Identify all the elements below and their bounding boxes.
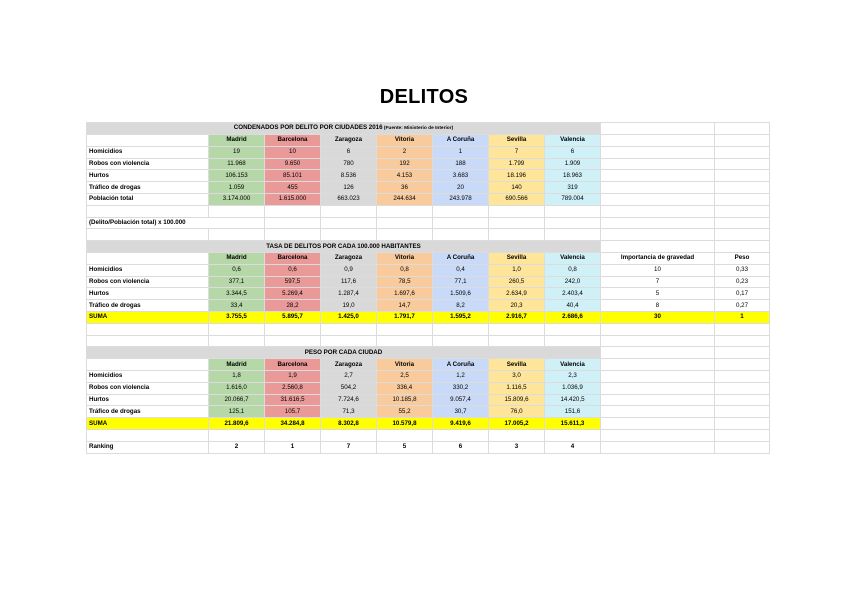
extra-cell[interactable]: 7: [601, 276, 715, 288]
section-title[interactable]: [87, 347, 601, 359]
value-cell[interactable]: 20: [433, 182, 489, 194]
value-cell[interactable]: 78,5: [377, 276, 433, 288]
ranking-label[interactable]: Ranking: [87, 441, 209, 453]
value-cell[interactable]: 2.634,9: [489, 288, 545, 300]
empty-cell[interactable]: [265, 229, 321, 241]
formula-row: [87, 217, 770, 229]
row-label[interactable]: SUMA: [87, 311, 209, 323]
value-cell[interactable]: 663.023: [321, 193, 377, 205]
empty-cell[interactable]: [715, 229, 770, 241]
empty-cell[interactable]: [715, 123, 770, 135]
ranking-value[interactable]: 3: [489, 441, 545, 453]
value-cell[interactable]: 8.536: [321, 170, 377, 182]
value-cell[interactable]: 0,9: [321, 264, 377, 276]
value-cell[interactable]: 319: [545, 182, 601, 194]
value-cell[interactable]: 20,3: [489, 300, 545, 312]
value-cell[interactable]: 9.057,4: [433, 394, 489, 406]
empty-cell[interactable]: [601, 347, 715, 359]
section-title-text: PESO POR CADA CIUDAD: [304, 348, 383, 356]
empty-cell[interactable]: [601, 158, 715, 170]
empty-cell[interactable]: [265, 335, 321, 347]
extra-cell[interactable]: 8: [601, 300, 715, 312]
empty-cell[interactable]: [601, 146, 715, 158]
value-cell[interactable]: 455: [265, 182, 321, 194]
empty-cell[interactable]: [601, 406, 715, 418]
empty-cell[interactable]: [87, 229, 209, 241]
value-cell[interactable]: 30,7: [433, 406, 489, 418]
empty-cell[interactable]: [489, 205, 545, 217]
ranking-value[interactable]: 7: [321, 441, 377, 453]
ranking-value[interactable]: 4: [545, 441, 601, 453]
value-cell[interactable]: 14.420,5: [545, 394, 601, 406]
value-cell[interactable]: 1.909: [545, 158, 601, 170]
empty-cell[interactable]: [87, 252, 209, 264]
empty-cell[interactable]: [489, 335, 545, 347]
city-header[interactable]: Madrid: [209, 252, 265, 264]
data-row: [87, 264, 770, 276]
extra-cell[interactable]: 10: [601, 264, 715, 276]
extra-cell[interactable]: 0,23: [715, 276, 770, 288]
empty-cell[interactable]: [545, 229, 601, 241]
value-cell[interactable]: 1: [433, 146, 489, 158]
value-cell[interactable]: 10.579,8: [377, 418, 433, 430]
value-cell[interactable]: 151,6: [545, 406, 601, 418]
value-cell[interactable]: 2,7: [321, 370, 377, 382]
value-cell[interactable]: 21.809,6: [209, 418, 265, 430]
data-row: [87, 193, 770, 205]
value-cell[interactable]: 55,2: [377, 406, 433, 418]
value-cell[interactable]: 6: [545, 146, 601, 158]
value-cell[interactable]: 34.284,8: [265, 418, 321, 430]
empty-cell[interactable]: [601, 205, 715, 217]
empty-cell[interactable]: [433, 429, 489, 441]
value-cell[interactable]: 6: [321, 146, 377, 158]
city-header[interactable]: A Coruña: [433, 135, 489, 147]
row-label[interactable]: Hurtos: [87, 288, 209, 300]
empty-row: [87, 229, 770, 241]
empty-cell[interactable]: [715, 170, 770, 182]
extra-cell[interactable]: 5: [601, 288, 715, 300]
value-cell[interactable]: 1.791,7: [377, 311, 433, 323]
section-title-row: [87, 241, 770, 253]
city-header[interactable]: Vitoria: [377, 252, 433, 264]
empty-cell[interactable]: [601, 382, 715, 394]
value-cell[interactable]: 0,6: [265, 264, 321, 276]
value-cell[interactable]: 106.153: [209, 170, 265, 182]
value-cell[interactable]: 597,5: [265, 276, 321, 288]
value-cell[interactable]: 20.066,7: [209, 394, 265, 406]
value-cell[interactable]: 15.611,3: [545, 418, 601, 430]
empty-cell[interactable]: [715, 323, 770, 335]
empty-cell[interactable]: [377, 229, 433, 241]
empty-cell[interactable]: [321, 217, 377, 229]
value-cell[interactable]: 14,7: [377, 300, 433, 312]
value-cell[interactable]: 36: [377, 182, 433, 194]
value-cell[interactable]: 28,2: [265, 300, 321, 312]
value-cell[interactable]: 1,0: [489, 264, 545, 276]
empty-cell[interactable]: [489, 217, 545, 229]
empty-row: [87, 205, 770, 217]
ranking-value[interactable]: 2: [209, 441, 265, 453]
section-title-text: CONDENADOS POR DELITO POR CIUDADES 2016: [233, 124, 383, 131]
value-cell[interactable]: 17.005,2: [489, 418, 545, 430]
value-cell[interactable]: 9.650: [265, 158, 321, 170]
empty-cell[interactable]: [601, 418, 715, 430]
city-header[interactable]: Barcelona: [265, 359, 321, 371]
empty-cell[interactable]: [87, 335, 209, 347]
value-cell[interactable]: 1.036,9: [545, 382, 601, 394]
empty-cell[interactable]: [715, 429, 770, 441]
empty-cell[interactable]: [601, 370, 715, 382]
empty-cell[interactable]: [489, 429, 545, 441]
empty-cell[interactable]: [715, 217, 770, 229]
city-header-row: [87, 252, 770, 264]
empty-cell[interactable]: [433, 323, 489, 335]
row-label[interactable]: Homicidios: [87, 370, 209, 382]
value-cell[interactable]: 2,5: [377, 370, 433, 382]
city-header[interactable]: Zaragoza: [321, 252, 377, 264]
value-cell[interactable]: 5.269,4: [265, 288, 321, 300]
row-label[interactable]: Tráfico de drogas: [87, 300, 209, 312]
empty-cell[interactable]: [321, 429, 377, 441]
empty-cell[interactable]: [209, 335, 265, 347]
value-cell[interactable]: 1,2: [433, 370, 489, 382]
empty-cell[interactable]: [715, 347, 770, 359]
section-title-text: TASA DE DELITOS POR CADA 100.000 HABITANTES: [266, 242, 421, 250]
extra-cell[interactable]: 1: [715, 311, 770, 323]
empty-cell[interactable]: [601, 123, 715, 135]
empty-cell[interactable]: [601, 323, 715, 335]
value-cell[interactable]: 4.153: [377, 170, 433, 182]
data-row: [87, 300, 770, 312]
data-row: [87, 276, 770, 288]
empty-cell[interactable]: [433, 335, 489, 347]
sum-row: [87, 418, 770, 430]
city-header[interactable]: Valencia: [545, 135, 601, 147]
empty-cell[interactable]: [715, 382, 770, 394]
data-row: [87, 370, 770, 382]
extra-header[interactable]: Importancia de gravedad: [601, 252, 715, 264]
extra-cell[interactable]: 0,27: [715, 300, 770, 312]
city-header[interactable]: Vitoria: [377, 359, 433, 371]
empty-cell[interactable]: [715, 394, 770, 406]
city-header[interactable]: A Coruña: [433, 359, 489, 371]
ranking-value[interactable]: 5: [377, 441, 433, 453]
sum-row: [87, 311, 770, 323]
empty-cell[interactable]: [545, 217, 601, 229]
value-cell[interactable]: 3.344,5: [209, 288, 265, 300]
empty-cell[interactable]: [377, 323, 433, 335]
value-cell[interactable]: 126: [321, 182, 377, 194]
empty-cell[interactable]: [209, 205, 265, 217]
empty-cell[interactable]: [601, 193, 715, 205]
empty-cell[interactable]: [209, 323, 265, 335]
city-header[interactable]: Vitoria: [377, 135, 433, 147]
value-cell[interactable]: 2: [377, 146, 433, 158]
data-row: [87, 182, 770, 194]
value-cell[interactable]: 2,3: [545, 370, 601, 382]
section-title-row: [87, 123, 770, 135]
value-cell[interactable]: 504,2: [321, 382, 377, 394]
empty-cell[interactable]: [87, 323, 209, 335]
value-cell[interactable]: 2.403,4: [545, 288, 601, 300]
empty-cell[interactable]: [715, 418, 770, 430]
value-cell[interactable]: 1.615.000: [265, 193, 321, 205]
value-cell[interactable]: 260,5: [489, 276, 545, 288]
data-row: [87, 382, 770, 394]
empty-cell[interactable]: [321, 229, 377, 241]
row-label[interactable]: Hurtos: [87, 394, 209, 406]
value-cell[interactable]: 40,4: [545, 300, 601, 312]
value-cell[interactable]: 1.116,5: [489, 382, 545, 394]
empty-cell[interactable]: [87, 429, 209, 441]
value-cell[interactable]: 19,0: [321, 300, 377, 312]
data-row: [87, 170, 770, 182]
section-title[interactable]: [87, 241, 601, 253]
empty-cell[interactable]: [489, 229, 545, 241]
empty-cell[interactable]: [601, 359, 715, 371]
value-cell[interactable]: 77,1: [433, 276, 489, 288]
value-cell[interactable]: 1.697,6: [377, 288, 433, 300]
empty-cell[interactable]: [545, 323, 601, 335]
empty-cell[interactable]: [433, 229, 489, 241]
city-header[interactable]: Barcelona: [265, 252, 321, 264]
value-cell[interactable]: 85.101: [265, 170, 321, 182]
value-cell[interactable]: 71,3: [321, 406, 377, 418]
value-cell[interactable]: 1.425,0: [321, 311, 377, 323]
value-cell[interactable]: 117,6: [321, 276, 377, 288]
value-cell[interactable]: 0,8: [377, 264, 433, 276]
empty-cell[interactable]: [715, 370, 770, 382]
page-title: DELITOS: [379, 86, 469, 108]
value-cell[interactable]: 18.963: [545, 170, 601, 182]
city-header[interactable]: Valencia: [545, 359, 601, 371]
city-header[interactable]: Valencia: [545, 252, 601, 264]
value-cell[interactable]: 1.616,0: [209, 382, 265, 394]
ranking-row: [87, 441, 770, 453]
empty-cell[interactable]: [265, 205, 321, 217]
value-cell[interactable]: 690.566: [489, 193, 545, 205]
row-label[interactable]: SUMA: [87, 418, 209, 430]
value-cell[interactable]: 18.196: [489, 170, 545, 182]
extra-cell[interactable]: 0,33: [715, 264, 770, 276]
value-cell[interactable]: 192: [377, 158, 433, 170]
empty-cell[interactable]: [601, 394, 715, 406]
row-label[interactable]: Robos con violencia: [87, 276, 209, 288]
value-cell[interactable]: 1,8: [209, 370, 265, 382]
empty-cell[interactable]: [715, 406, 770, 418]
empty-cell[interactable]: [545, 429, 601, 441]
empty-cell[interactable]: [601, 182, 715, 194]
city-header[interactable]: A Coruña: [433, 252, 489, 264]
empty-row: [87, 429, 770, 441]
ranking-value[interactable]: 6: [433, 441, 489, 453]
row-label[interactable]: Tráfico de drogas: [87, 182, 209, 194]
value-cell[interactable]: 1,9: [265, 370, 321, 382]
empty-cell[interactable]: [601, 217, 715, 229]
empty-cell[interactable]: [601, 441, 715, 453]
empty-cell[interactable]: [209, 229, 265, 241]
value-cell[interactable]: 3.174.000: [209, 193, 265, 205]
value-cell[interactable]: 15.809,6: [489, 394, 545, 406]
empty-cell[interactable]: [545, 205, 601, 217]
city-header-row: [87, 135, 770, 147]
empty-cell[interactable]: [265, 429, 321, 441]
empty-cell[interactable]: [265, 323, 321, 335]
data-row: [87, 394, 770, 406]
value-cell[interactable]: 330,2: [433, 382, 489, 394]
empty-cell[interactable]: [265, 217, 321, 229]
value-cell[interactable]: 1.799: [489, 158, 545, 170]
empty-cell[interactable]: [601, 170, 715, 182]
value-cell[interactable]: 9.419,6: [433, 418, 489, 430]
value-cell[interactable]: 10: [265, 146, 321, 158]
row-label[interactable]: Homicidios: [87, 264, 209, 276]
data-row: [87, 158, 770, 170]
city-header[interactable]: Sevilla: [489, 252, 545, 264]
section-title[interactable]: [87, 123, 601, 135]
row-label[interactable]: Robos con violencia: [87, 382, 209, 394]
empty-cell[interactable]: [715, 193, 770, 205]
crime-spreadsheet: [86, 122, 770, 454]
value-cell[interactable]: 7: [489, 146, 545, 158]
value-cell[interactable]: 5.895,7: [265, 311, 321, 323]
empty-cell[interactable]: [489, 323, 545, 335]
value-cell[interactable]: 8,2: [433, 300, 489, 312]
row-label[interactable]: Robos con violencia: [87, 158, 209, 170]
value-cell[interactable]: 336,4: [377, 382, 433, 394]
value-cell[interactable]: 377,1: [209, 276, 265, 288]
empty-cell[interactable]: [377, 429, 433, 441]
city-header[interactable]: Madrid: [209, 359, 265, 371]
value-cell[interactable]: 188: [433, 158, 489, 170]
empty-cell[interactable]: [321, 323, 377, 335]
empty-cell[interactable]: [321, 335, 377, 347]
value-cell[interactable]: 0,4: [433, 264, 489, 276]
empty-cell[interactable]: [87, 135, 209, 147]
value-cell[interactable]: 0,8: [545, 264, 601, 276]
empty-cell[interactable]: [715, 359, 770, 371]
value-cell[interactable]: 10.185,8: [377, 394, 433, 406]
empty-cell[interactable]: [377, 205, 433, 217]
value-cell[interactable]: 1.509,6: [433, 288, 489, 300]
extra-header[interactable]: Peso: [715, 252, 770, 264]
row-label[interactable]: Población total: [87, 193, 209, 205]
empty-cell[interactable]: [601, 241, 715, 253]
empty-cell[interactable]: [601, 229, 715, 241]
value-cell[interactable]: 0,6: [209, 264, 265, 276]
empty-cell[interactable]: [715, 135, 770, 147]
empty-cell[interactable]: [715, 441, 770, 453]
city-header[interactable]: Zaragoza: [321, 359, 377, 371]
row-label[interactable]: Tráfico de drogas: [87, 406, 209, 418]
value-cell[interactable]: 7.724,6: [321, 394, 377, 406]
value-cell[interactable]: 780: [321, 158, 377, 170]
empty-cell[interactable]: [601, 335, 715, 347]
value-cell[interactable]: 3.683: [433, 170, 489, 182]
value-cell[interactable]: 125,1: [209, 406, 265, 418]
value-cell[interactable]: 2.686,6: [545, 311, 601, 323]
value-cell[interactable]: 140: [489, 182, 545, 194]
empty-cell[interactable]: [321, 205, 377, 217]
empty-cell[interactable]: [715, 182, 770, 194]
value-cell[interactable]: 789.004: [545, 193, 601, 205]
value-cell[interactable]: 19: [209, 146, 265, 158]
empty-row: [87, 335, 770, 347]
section-title-row: [87, 347, 770, 359]
value-cell[interactable]: 1.595,2: [433, 311, 489, 323]
city-header[interactable]: Sevilla: [489, 135, 545, 147]
value-cell[interactable]: 11.968: [209, 158, 265, 170]
city-header[interactable]: Zaragoza: [321, 135, 377, 147]
value-cell[interactable]: 2.916,7: [489, 311, 545, 323]
empty-cell[interactable]: [715, 146, 770, 158]
value-cell[interactable]: 1.059: [209, 182, 265, 194]
value-cell[interactable]: 243.978: [433, 193, 489, 205]
city-header-row: [87, 359, 770, 371]
data-row: [87, 288, 770, 300]
empty-cell[interactable]: [601, 135, 715, 147]
value-cell[interactable]: 3.755,5: [209, 311, 265, 323]
ranking-value[interactable]: 1: [265, 441, 321, 453]
value-cell[interactable]: 76,0: [489, 406, 545, 418]
extra-cell[interactable]: 30: [601, 311, 715, 323]
empty-cell[interactable]: [433, 205, 489, 217]
value-cell[interactable]: 105,7: [265, 406, 321, 418]
data-row: [87, 406, 770, 418]
city-header[interactable]: Sevilla: [489, 359, 545, 371]
value-cell[interactable]: 2.560,8: [265, 382, 321, 394]
row-label[interactable]: Homicidios: [87, 146, 209, 158]
empty-row: [87, 323, 770, 335]
value-cell[interactable]: 33,4: [209, 300, 265, 312]
empty-cell[interactable]: [601, 429, 715, 441]
value-cell[interactable]: 1.287,4: [321, 288, 377, 300]
empty-cell[interactable]: [87, 205, 209, 217]
city-header[interactable]: Madrid: [209, 135, 265, 147]
data-row: [87, 146, 770, 158]
value-cell[interactable]: 8.302,8: [321, 418, 377, 430]
empty-cell[interactable]: [545, 335, 601, 347]
formula-text[interactable]: (Delito/Población total) x 100.000: [87, 217, 265, 229]
empty-cell[interactable]: [433, 217, 489, 229]
empty-cell[interactable]: [715, 335, 770, 347]
value-cell[interactable]: 242,0: [545, 276, 601, 288]
empty-cell[interactable]: [715, 205, 770, 217]
source-note: (Fuente: Ministerio de Interior): [382, 126, 454, 131]
extra-cell[interactable]: 0,17: [715, 288, 770, 300]
value-cell[interactable]: 31.616,5: [265, 394, 321, 406]
empty-cell[interactable]: [377, 217, 433, 229]
city-header[interactable]: Barcelona: [265, 135, 321, 147]
value-cell[interactable]: 244.634: [377, 193, 433, 205]
value-cell[interactable]: 3,0: [489, 370, 545, 382]
row-label[interactable]: Hurtos: [87, 170, 209, 182]
empty-cell[interactable]: [715, 158, 770, 170]
empty-cell[interactable]: [87, 359, 209, 371]
empty-cell[interactable]: [209, 429, 265, 441]
empty-cell[interactable]: [377, 335, 433, 347]
empty-cell[interactable]: [715, 241, 770, 253]
